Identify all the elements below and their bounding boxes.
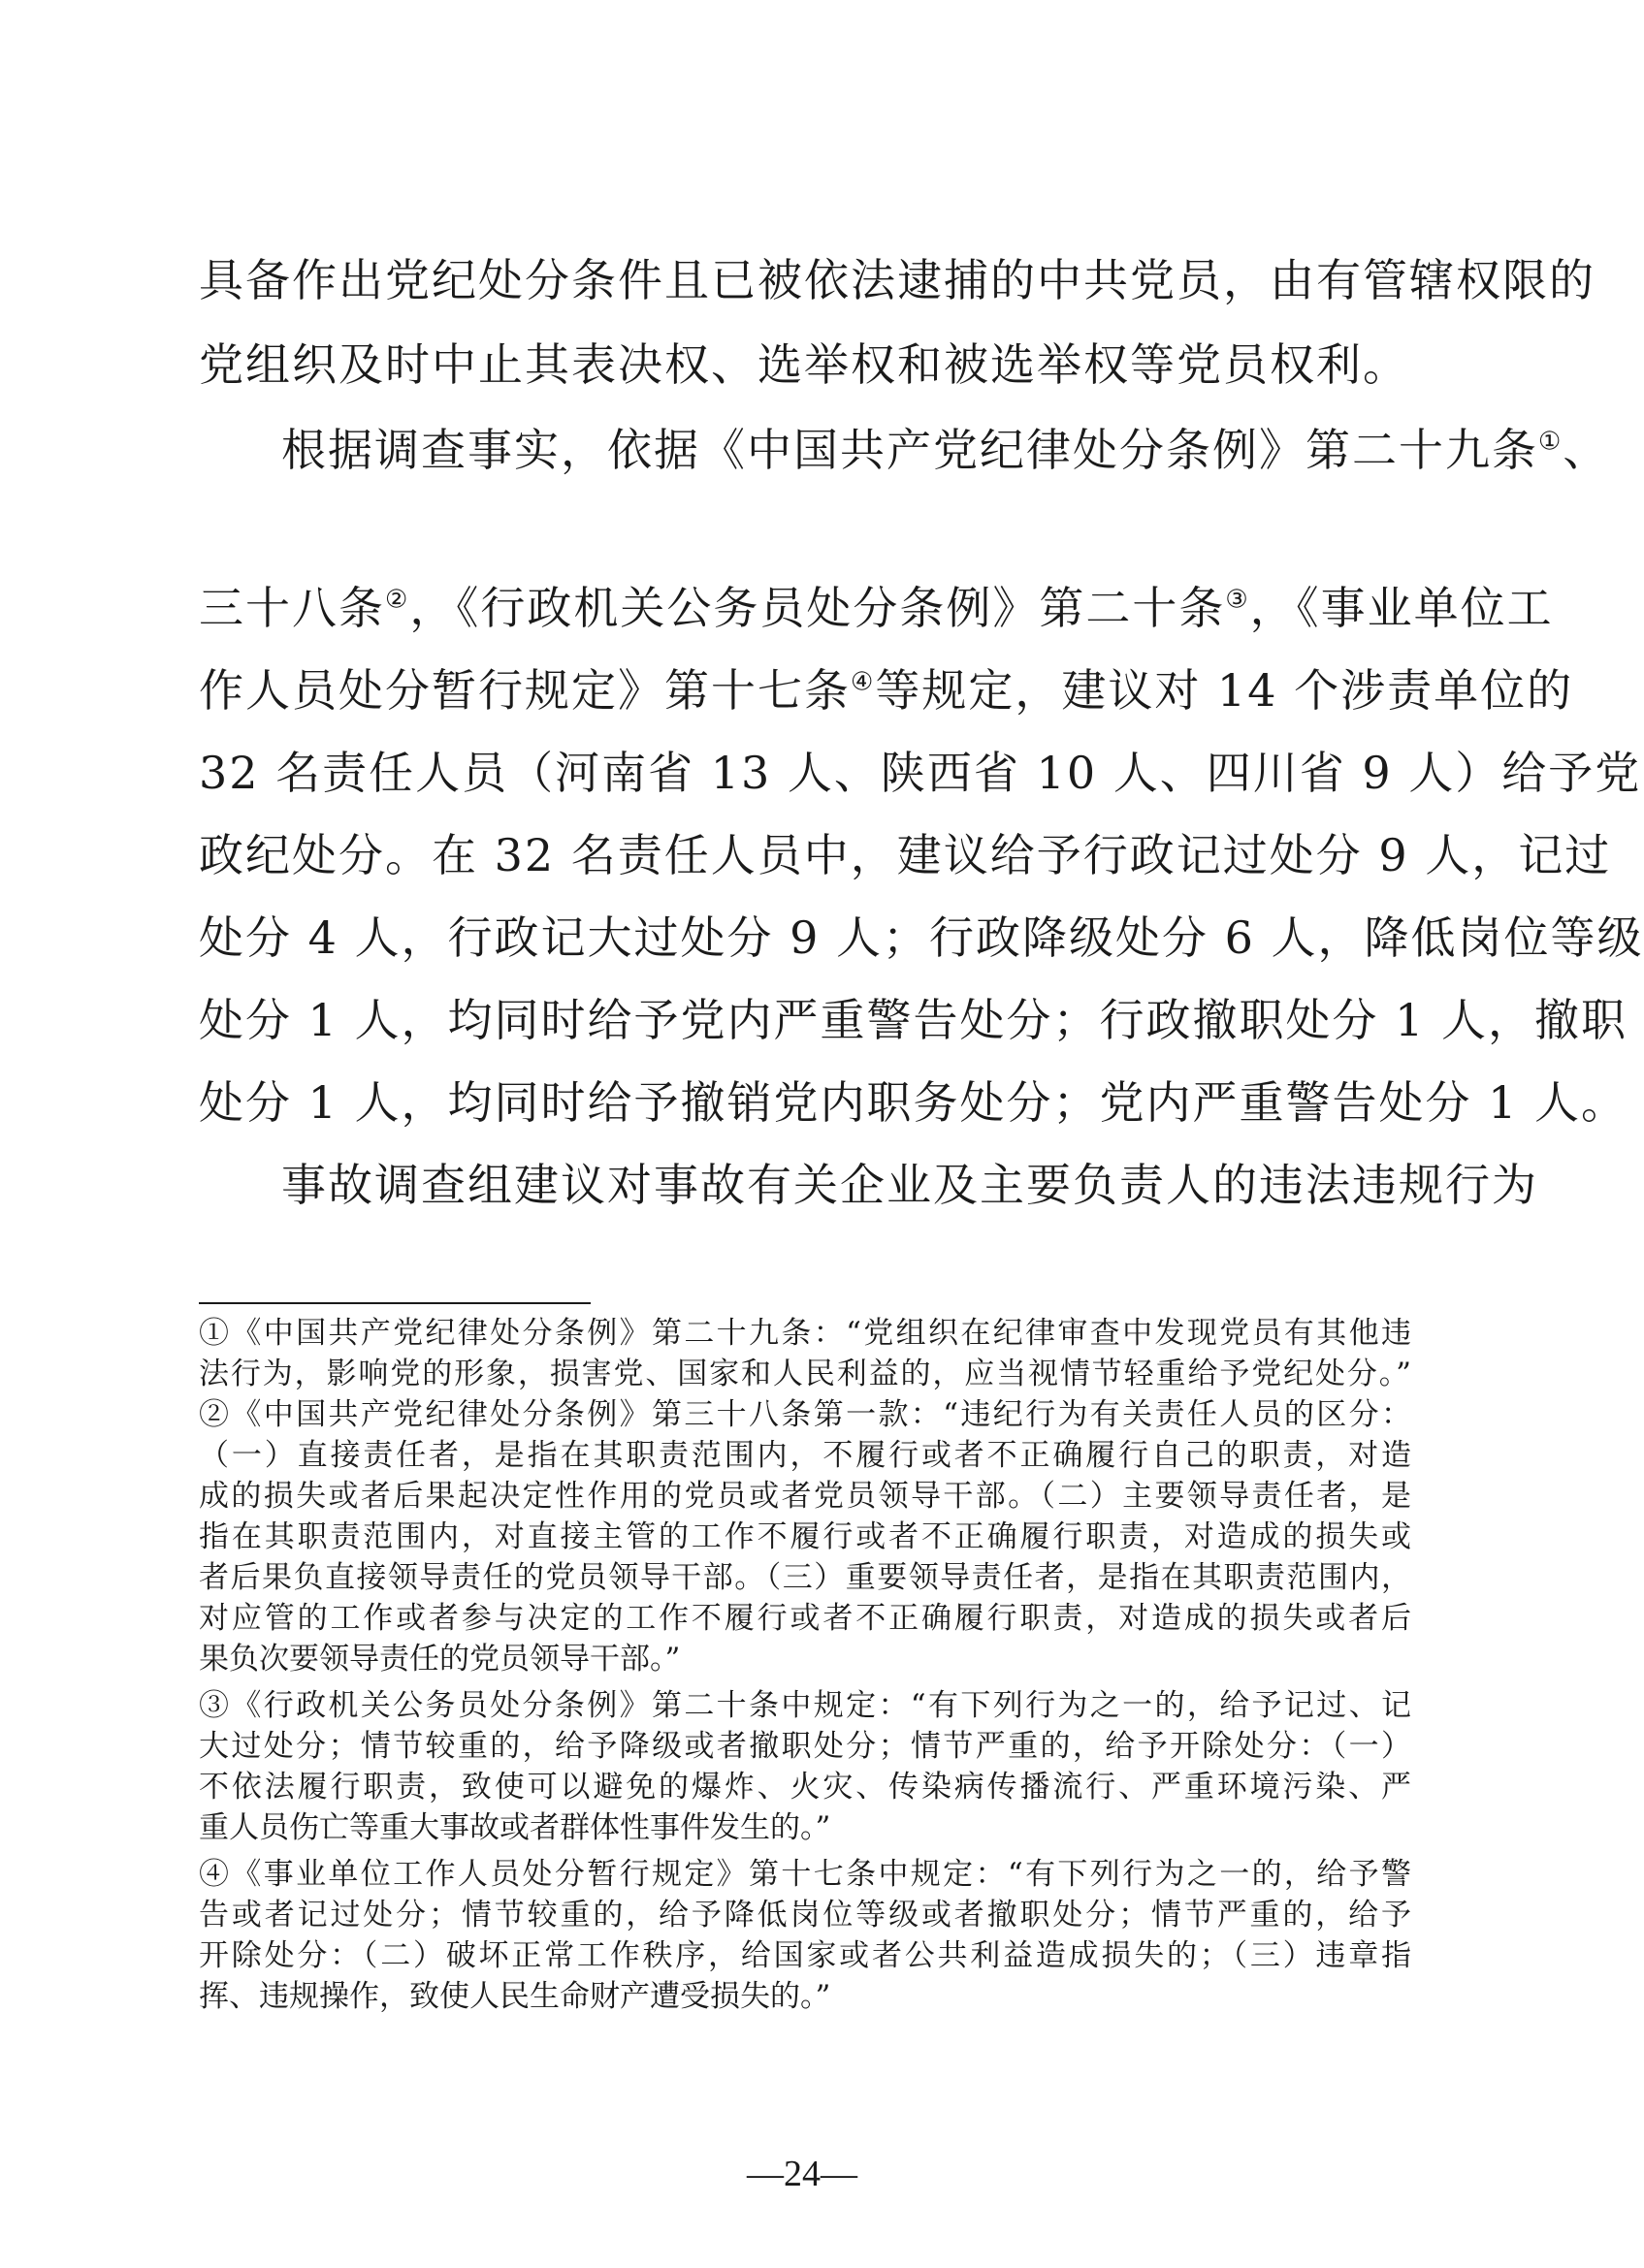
footnote-line: 者后果负直接领导责任的党员领导干部。（三）重要领导责任者，是指在其职责范围内， [199,1560,1411,1595]
footnote-line: 大过处分；情节较重的，给予降级或者撤职处分；情节严重的，给予开除处分：（一） [199,1729,1411,1764]
body-paragraph-line: 处分 1 人，均同时给予党内严重警告处分；行政撤职处分 1 人，撤职 [199,994,1628,1046]
footnote-line: 果负次要领导责任的党员领导干部。” [199,1642,681,1677]
text-run: ，《事业单位工 [1249,582,1554,634]
footnote-line: 指在其职责范围内，对直接主管的工作不履行或者不正确履行职责，对造成的损失或 [199,1519,1411,1554]
footnote-ref-1[interactable]: ① [1538,427,1563,457]
text-run: 三十八条 [199,582,385,634]
text-run: ，《行政机关公务员处分条例》第二十条 [409,582,1226,634]
text-run: 作人员处分暂行规定》第十七条 [199,664,851,717]
body-paragraph-line: 政纪处分。在 32 名责任人员中，建议给予行政记过处分 9 人，记过 [199,829,1612,881]
footnote-line: 重人员伤亡等重大事故或者群体性事件发生的。” [199,1810,831,1845]
body-paragraph-line: 处分 4 人，行政记大过处分 9 人；行政降级处分 6 人，降低岗位等级 [199,911,1644,964]
footnote-line: 对应管的工作或者参与决定的工作不履行或者不正确履行职责，对造成的损失或者后 [199,1601,1411,1636]
footnote-line: （一）直接责任者，是指在其职责范围内，不履行或者不正确履行自己的职责，对造 [199,1438,1411,1473]
page-number: —24— [747,2154,857,2194]
body-line-1: 具备作出党纪处分条件且已被依法逮捕的中共党员，由有管辖权限的 [199,254,1596,306]
footnote-ref-4[interactable]: ④ [851,667,876,697]
footnote-ref-2[interactable]: ② [385,585,410,615]
text-run: 等规定，建议对 14 个涉责单位的 [875,664,1574,717]
footnote-line: ④《事业单位工作人员处分暂行规定》第十七条中规定：“有下列行为之一的，给予警 [199,1857,1411,1892]
body-line-2: 党组织及时中止其表决权、选举权和被选举权等党员权利。 [199,338,1409,391]
body-paragraph-line: 32 名责任人员（河南省 13 人、陕西省 10 人、四川省 9 人）给予党 [199,747,1642,799]
footnote-line: ①《中国共产党纪律处分条例》第二十九条：“党组织在纪律审查中发现党员有其他违 [199,1316,1411,1351]
footnote-line: 挥、违规操作，致使人民生命财产遭受损失的。” [199,1979,831,2014]
footnote-line: 开除处分：（二）破坏正常工作秩序，给国家或者公共利益造成损失的；（三）违章指 [199,1938,1411,1973]
body-paragraph-line [199,664,1574,718]
footnote-line: 法行为，影响党的形象，损害党、国家和人民利益的，应当视情节轻重给予党纪处分。” [199,1357,1411,1391]
footnote-line: 不依法履行职责，致使可以避免的爆炸、火灾、传染病传播流行、严重环境污染、严 [199,1770,1411,1805]
body-paragraph-line [199,582,1554,635]
body-paragraph-line: 事故调查组建议对事故有关企业及主要负责人的违法违规行为 [281,1159,1538,1211]
footnote-line: 成的损失或者后果起决定性作用的党员或者党员领导干部。（二）主要领导责任者，是 [199,1479,1411,1514]
footnote-separator [199,1302,591,1304]
text-run: 根据调查事实，依据《中国共产党纪律处分条例》第二十九条 [281,424,1538,476]
footnote-line: 告或者记过处分；情节较重的，给予降低岗位等级或者撤职处分；情节严重的，给予 [199,1898,1411,1933]
footnote-line: ②《中国共产党纪律处分条例》第三十八条第一款：“违纪行为有关责任人员的区分： [199,1397,1411,1432]
footnote-line: ③《行政机关公务员处分条例》第二十条中规定：“有下列行为之一的，给予记过、记 [199,1688,1411,1723]
text-run: 、 [1563,424,1610,476]
body-paragraph-line [281,424,1610,477]
footnote-ref-3[interactable]: ③ [1225,585,1250,615]
body-paragraph-line: 处分 1 人，均同时给予撤销党内职务处分；党内严重警告处分 1 人。 [199,1076,1628,1129]
